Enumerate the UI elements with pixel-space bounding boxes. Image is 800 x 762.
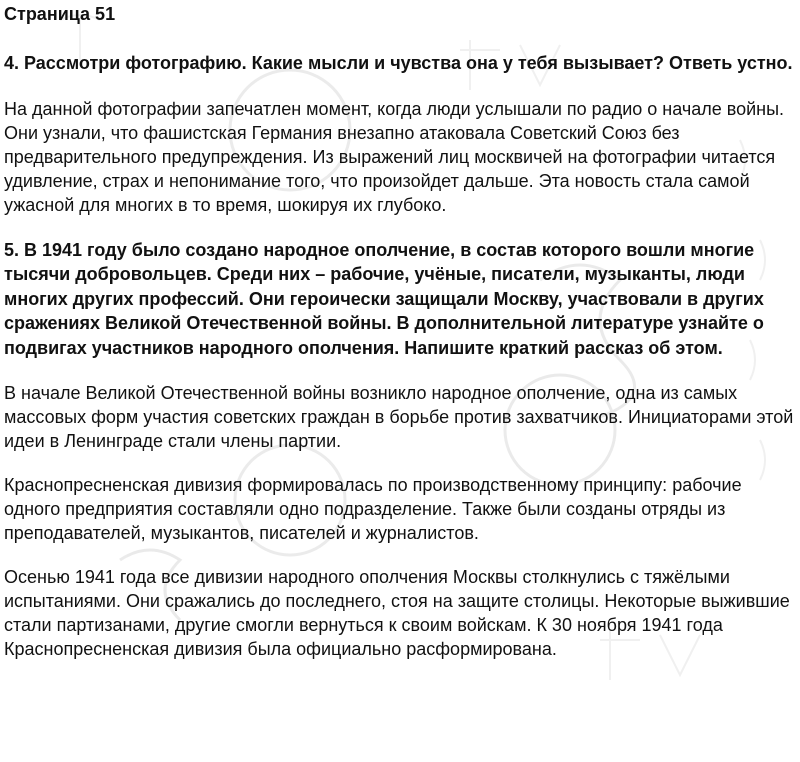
task-5-paragraph: В начале Великой Отечественной войны возникло народное ополчение, одна из самых массовых форм участия советских граждан в борьбе против захватчиков. Инициаторами этой идеи в Ленинграде стали члены партии.	[4, 383, 794, 451]
task-5-question: 5. В 1941 году было создано народное ополчение, в состав которого вошли многие тысячи добровольцев. Среди них – рабочие, учёные, писатели, музыканты, люди многих других профессий. Они героически защищали Москву, участвовали в других сражениях Великой Отечественной войны. В дополнительной литературе узнайте о подвигах участников народного ополчения. Напишите краткий рассказ об этом.	[4, 239, 764, 358]
task-5-paragraph: Краснопресненская дивизия формировалась по производственному принципу: рабочие одного предприятия составляли одно подразделение. Также были созданы отряды из преподавателей, музыкантов, писателей и журналистов.	[4, 475, 742, 543]
task-4-question: 4. Рассмотри фотографию. Какие мысли и чувства она у тебя вызывает? Ответь устно.	[4, 53, 793, 73]
task-5-paragraph: Осенью 1941 года все дивизии народного ополчения Москвы столкнулись с тяжёлыми испытаниями. Они сражались до последнего, стоя на защите столицы. Некоторые выжившие стали партизанами, другие смогли вернуться к своим войскам. К 30 ноября 1941 года Краснопресненская дивизия была официально расформирована.	[4, 567, 790, 659]
task-4-answer: На данной фотографии запечатлен момент, когда люди услышали по радио о начале войны. Они узнали, что фашистская Германия внезапно атаковала Советский Союз без предварительного предупреждения. Из выражений лиц москвичей на фотографии читается удивление, страх и непонимание того, что произойдет дальше. Эта новость стала самой ужасной для многих в то время, шокируя их глубоко.	[4, 98, 785, 215]
page-title: Страница 51	[4, 4, 116, 24]
